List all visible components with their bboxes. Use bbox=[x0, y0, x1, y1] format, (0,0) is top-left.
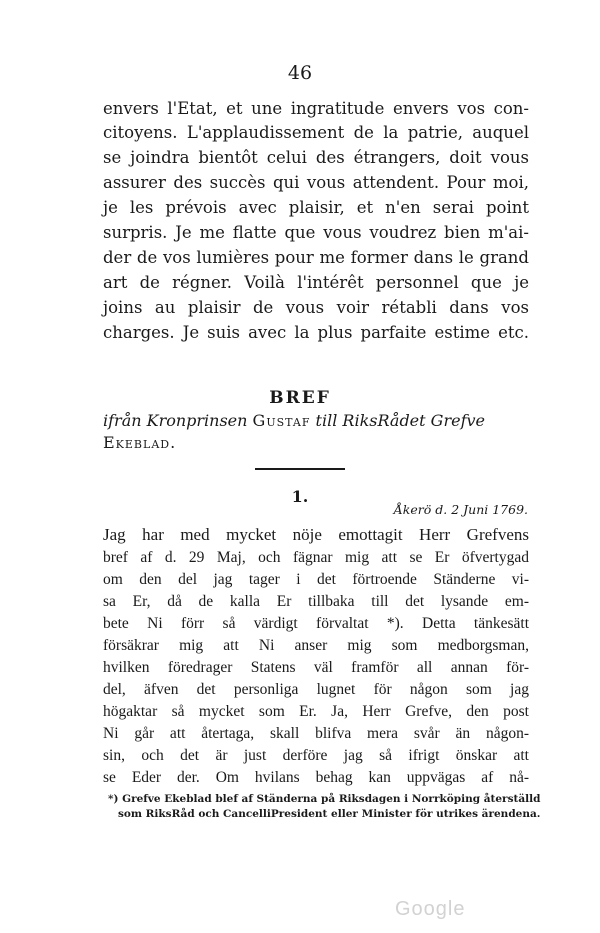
google-watermark: Google bbox=[395, 898, 466, 920]
text-line: der de vos lumières pour me former dans le grand bbox=[103, 248, 529, 267]
text-line: bref af d. 29 Maj, och fägnar mig att se Er öfvertygad bbox=[103, 549, 529, 566]
letter-subheading-line-1 bbox=[103, 410, 529, 432]
text-line: charges. Je suis avec la plus parfaite estime etc. bbox=[103, 323, 529, 342]
text-line: envers l'Etat, et une ingratitude envers vos con- bbox=[103, 99, 529, 118]
dateline: Åkerö d. 2 Juni 1769. bbox=[393, 502, 528, 517]
text-line: del, äfven det personliga lugnet för någon som jag bbox=[103, 681, 529, 698]
text-line: assurer des succès qui vous attendent. Pour moi, bbox=[103, 173, 529, 192]
subheading-recipient-name: Ekeblad. bbox=[103, 433, 177, 452]
subheading-prefix: ifrån Kronprinsen bbox=[103, 411, 248, 430]
footnote-line: *) Grefve Ekeblad blef af Ständerna på Riksdagen i Norrköping återställd bbox=[108, 793, 541, 805]
text-line: je les prévois avec plaisir, et n'en serai point bbox=[103, 198, 529, 217]
footnote-line: som RiksRåd och CancelliPresident eller Minister för utrikes ärendena. bbox=[118, 808, 541, 820]
text-line: joins au plaisir de vous voir rétabli dans vos bbox=[103, 298, 529, 317]
subheading-sender-name: Gustaf bbox=[252, 411, 311, 430]
page-number: 46 bbox=[287, 62, 313, 84]
text-line: Ni går att återtaga, skall blifva mera svår än någon- bbox=[103, 725, 529, 742]
subheading-mid: till RiksRådet Grefve bbox=[315, 411, 485, 430]
text-line: hvilken föredrager Statens väl framför all annan för- bbox=[103, 659, 529, 676]
text-line: Jag har med mycket nöje emottagit Herr Grefvens bbox=[103, 525, 529, 544]
text-line: se joindra bientôt celui des étrangers, doit vous bbox=[103, 148, 529, 167]
letter-subheading-line-2 bbox=[103, 432, 529, 454]
text-line: om den del jag tager i det förtroende Ständerne vi- bbox=[103, 571, 529, 588]
text-line: sa Er, då de kalla Er tillbaka till det lysande em- bbox=[103, 593, 529, 610]
text-line: citoyens. L'applaudissement de la patrie, auquel bbox=[103, 123, 529, 142]
letter-heading: BREF bbox=[269, 388, 331, 408]
divider-rule bbox=[255, 468, 345, 470]
text-line: bete Ni förr så värdigt förvaltat *). Detta tänkesätt bbox=[103, 615, 529, 632]
text-line: sin, och det är just derföre jag så ifrigt önskar att bbox=[103, 747, 529, 764]
text-line: försäkrar mig att Ni anser mig som medborgsman, bbox=[103, 637, 529, 654]
text-line: art de régner. Voilà l'intérêt personnel que je bbox=[103, 273, 529, 292]
text-line: surpris. Je me flatte que vous voudrez bien m'ai- bbox=[103, 223, 529, 242]
section-number: 1. bbox=[291, 487, 309, 506]
text-line: högaktar så mycket som Er. Ja, Herr Grefve, den post bbox=[103, 703, 529, 720]
text-line: se Eder der. Om hvilans behag kan uppvägas af nå- bbox=[103, 769, 529, 786]
